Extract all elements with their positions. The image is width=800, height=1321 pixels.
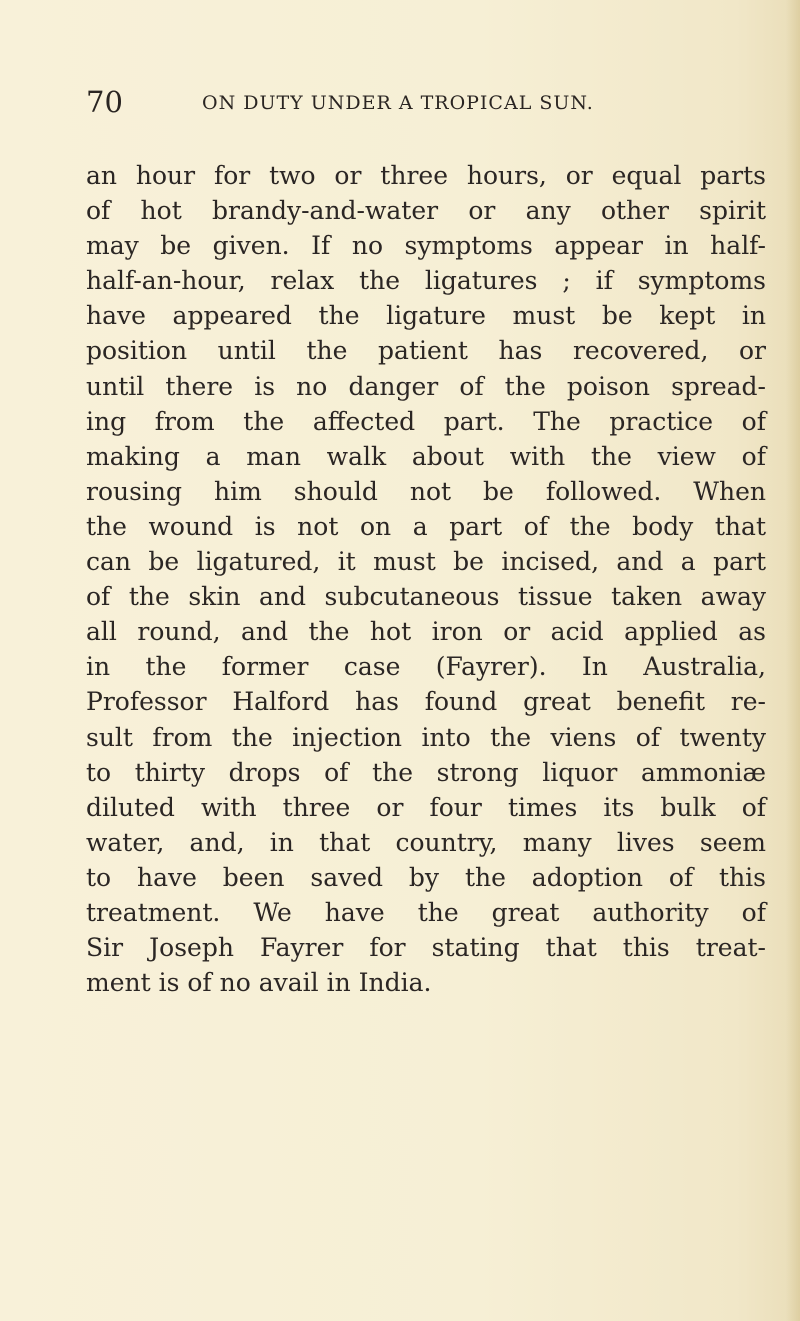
- text-line: can be ligatured, it must be incised, and a part: [86, 547, 766, 577]
- text-line: an hour for two or three hours, or equal parts: [86, 161, 766, 190]
- text-line: of hot brandy-and-water or any other spirit: [86, 196, 766, 226]
- text-line: ing from the affected part. The practice of: [86, 406, 766, 436]
- text-line: of the skin and subcutaneous tissue taken away: [86, 582, 766, 612]
- text-line: position until the patient has recovered, or: [86, 336, 766, 366]
- page-edge-shadow: [786, 0, 800, 1321]
- page-number: 70: [86, 85, 123, 119]
- text-line: making a man walk about with the view of: [86, 441, 766, 471]
- text-line: sult from the injection into the viens of twenty: [86, 722, 766, 752]
- text-line: have appeared the ligature must be kept in: [86, 301, 766, 331]
- text-line: Sir Joseph Fayrer for stating that this treat-: [86, 933, 766, 963]
- body-text: [86, 158, 766, 1000]
- text-line: ment is of no avail in India.: [86, 968, 432, 998]
- text-line: to have been saved by the adoption of this: [86, 862, 766, 892]
- running-header: [86, 84, 726, 124]
- text-line: until there is no danger of the poison spread-: [86, 371, 766, 401]
- text-line: to thirty drops of the strong liquor ammoniæ: [86, 757, 766, 787]
- text-line: the wound is not on a part of the body that: [86, 511, 766, 541]
- text-line: half-an-hour, relax the ligatures ; if symptoms: [86, 266, 766, 296]
- text-line: Professor Halford has found great benefit re-: [86, 687, 766, 717]
- text-line: rousing him should not be followed. When: [86, 476, 766, 506]
- text-line: treatment. We have the great authority of: [86, 897, 766, 927]
- running-title: ON DUTY UNDER A TROPICAL SUN.: [202, 92, 594, 114]
- text-line: may be given. If no symptoms appear in half-: [86, 231, 766, 261]
- text-line: water, and, in that country, many lives seem: [86, 827, 766, 857]
- text-line: all round, and the hot iron or acid applied as: [86, 617, 766, 647]
- text-line: in the former case (Fayrer). In Australia,: [86, 652, 766, 682]
- text-line: diluted with three or four times its bulk of: [86, 792, 766, 822]
